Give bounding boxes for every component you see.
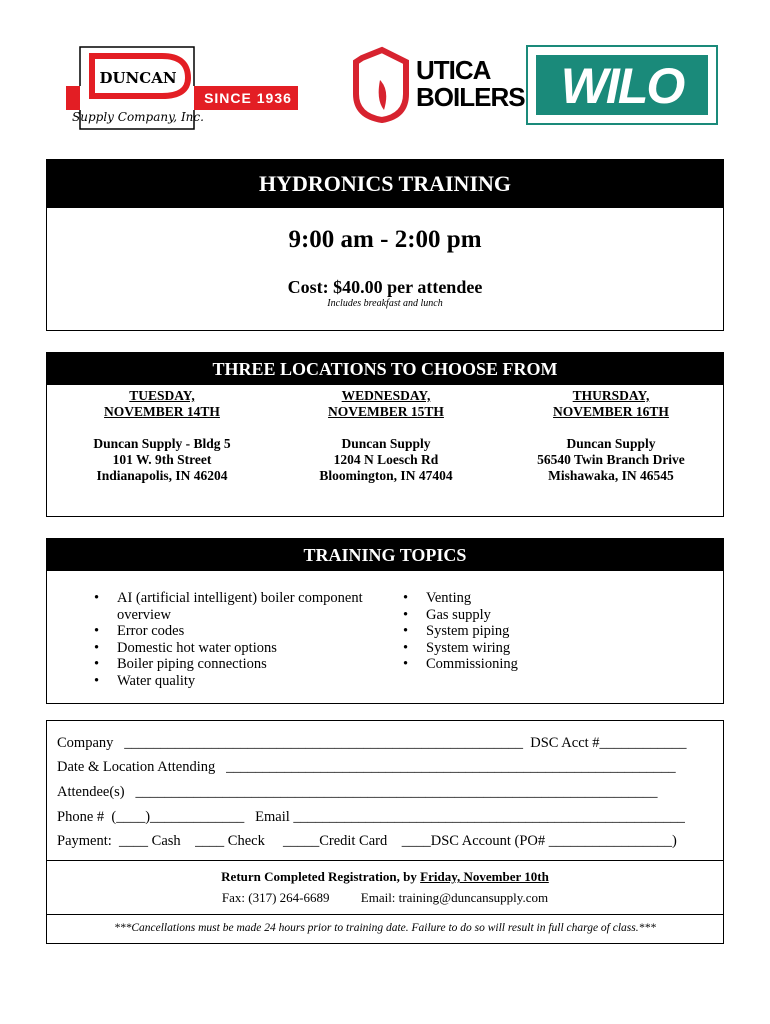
attendees-field[interactable]: Attendee(s) ________________________________________________________________________ bbox=[57, 784, 658, 800]
topics-list-left bbox=[94, 590, 394, 690]
locations-title: THREE LOCATIONS TO CHOOSE FROM bbox=[47, 353, 723, 385]
divider bbox=[47, 914, 723, 915]
duncan-supply-logo bbox=[52, 46, 298, 130]
location-date: NOVEMBER 15TH bbox=[328, 404, 444, 419]
topic-item: • Gas supply bbox=[403, 607, 683, 624]
location-venue: Duncan Supply bbox=[566, 436, 656, 451]
training-time: 9:00 am - 2:00 pm bbox=[288, 226, 482, 253]
training-header-box bbox=[46, 159, 724, 331]
date-location-field[interactable]: Date & Location Attending ______________________________________________________________ bbox=[57, 759, 676, 775]
registration-form-box bbox=[46, 720, 724, 944]
topic-item: • Boiler piping connections bbox=[94, 656, 394, 673]
topic-item: • System wiring bbox=[403, 640, 683, 657]
location-street: 101 W. 9th Street bbox=[112, 452, 212, 467]
company-field[interactable]: Company _______________________________________________________ DSC Acct #____________ bbox=[57, 735, 687, 751]
location-date: NOVEMBER 16TH bbox=[553, 404, 669, 419]
location-column-thursday bbox=[498, 388, 724, 484]
cancellation-policy: ***Cancellations must be made 24 hours prior to training date. Failure to do so will result in full charge of class.*** bbox=[114, 922, 656, 934]
location-column-tuesday bbox=[49, 388, 275, 484]
topic-item: • AI (artificial intelligent) boiler component overview bbox=[94, 590, 394, 623]
location-city: Bloomington, IN 47404 bbox=[319, 468, 453, 483]
divider bbox=[47, 860, 723, 861]
topics-list-right bbox=[403, 590, 683, 673]
location-date: NOVEMBER 14TH bbox=[104, 404, 220, 419]
location-city: Mishawaka, IN 46545 bbox=[548, 468, 674, 483]
location-venue: Duncan Supply bbox=[341, 436, 431, 451]
location-column-wednesday bbox=[273, 388, 499, 484]
contact-email[interactable]: Email: training@duncansupply.com bbox=[360, 890, 549, 905]
location-city: Indianapolis, IN 46204 bbox=[96, 468, 228, 483]
phone-email-field[interactable]: Phone # (____)_____________ Email ______________________________________________________ bbox=[57, 809, 685, 825]
location-day: WEDNESDAY, bbox=[341, 388, 431, 403]
locations-box bbox=[46, 352, 724, 517]
topic-item: • Domestic hot water options bbox=[94, 640, 394, 657]
location-street: 1204 N Loesch Rd bbox=[333, 452, 439, 467]
topic-item: • Venting bbox=[403, 590, 683, 607]
payment-field[interactable]: Payment: ____ Cash ____ Check _____Credit Card ____DSC Account (PO# _________________) bbox=[57, 833, 677, 849]
location-street: 56540 Twin Branch Drive bbox=[537, 452, 685, 467]
topic-item: • System piping bbox=[403, 623, 683, 640]
svg-text:UTICA: UTICA bbox=[416, 55, 491, 85]
topics-title: TRAINING TOPICS bbox=[47, 539, 723, 571]
location-venue: Duncan Supply - Bldg 5 bbox=[93, 436, 231, 451]
svg-text:DUNCAN: DUNCAN bbox=[99, 69, 177, 87]
includes-note: Includes breakfast and lunch bbox=[327, 298, 443, 309]
return-deadline: Friday, November 10th bbox=[420, 869, 549, 884]
return-prefix: Return Completed Registration, by bbox=[221, 869, 421, 884]
wilo-logo-text: WILO bbox=[560, 58, 684, 114]
topic-item: • Commissioning bbox=[403, 656, 683, 673]
training-cost: Cost: $40.00 per attendee bbox=[287, 277, 483, 297]
utica-boilers-logo bbox=[350, 46, 525, 126]
location-day: THURSDAY, bbox=[572, 388, 650, 403]
svg-text:Supply Company, Inc.: Supply Company, Inc. bbox=[72, 110, 204, 124]
fax-number: Fax: (317) 264-6689 bbox=[221, 890, 330, 905]
return-instructions bbox=[47, 869, 723, 885]
svg-text:SINCE 1936: SINCE 1936 bbox=[204, 90, 292, 106]
wilo-logo bbox=[526, 45, 718, 125]
topic-item: • Water quality bbox=[94, 673, 394, 690]
training-title: HYDRONICS TRAINING bbox=[47, 160, 723, 208]
topic-item: • Error codes bbox=[94, 623, 394, 640]
location-day: TUESDAY, bbox=[129, 388, 195, 403]
topics-box bbox=[46, 538, 724, 704]
contact-info bbox=[47, 890, 723, 906]
svg-text:BOILERS: BOILERS bbox=[416, 82, 525, 112]
